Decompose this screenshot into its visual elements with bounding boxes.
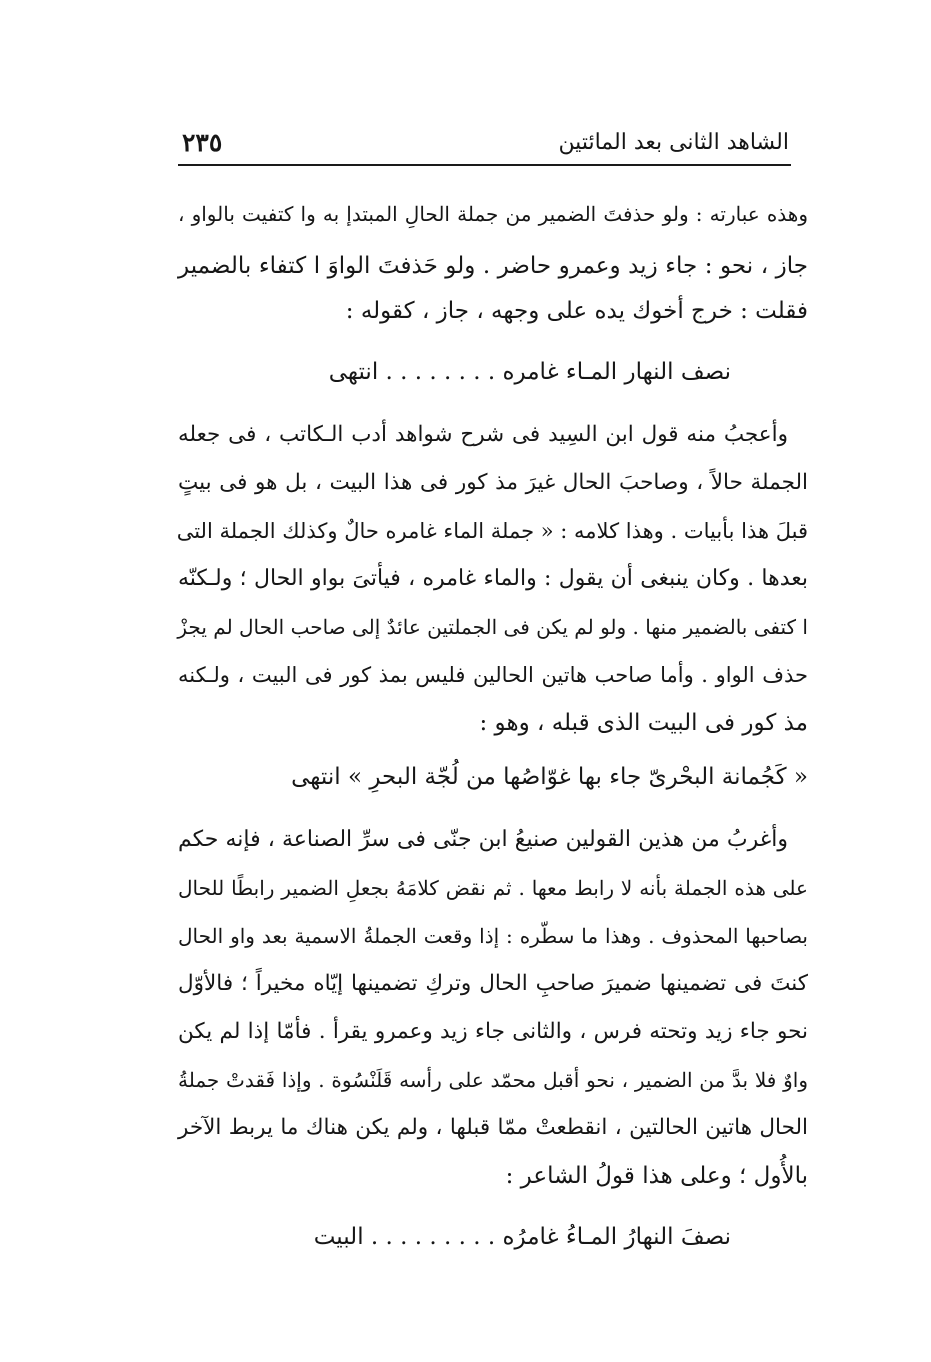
text-line: فقلت : خرج أخوك يده على وجهه ، جاز ، كقوله :: [345, 298, 808, 324]
text-line: بعدها . وكان ينبغى أن يقول : والماء غامره ، فيأتىَ بواو الحال ؛ ولـكنّه: [178, 566, 808, 591]
verse-quote: نصفَ النهارُ المـاءُ غامرُه . . . . . . . . . البيت: [313, 1224, 731, 1250]
text-line: واوٌ فلا بدَّ من الضمير ، نحو أقبل محمّد على رأسه قَلَنْسُوة . وإذا فَقدتْ جملةُ: [178, 1068, 808, 1092]
text-line: نحو جاء زيد وتحته فرس ، والثانى جاء زيد وعمرو يقرأ . فأمّا إذا لم يكن: [178, 1019, 808, 1044]
text-line: بالأُول ؛ وعلى هذا قولُ الشاعر :: [505, 1163, 808, 1189]
text-line: كنتَ فى تضمينها ضميرَ صاحبِ الحال وتركِ تضمينها إيّاه مخيراً ؛ فالأوّل: [178, 971, 808, 996]
text-line: ا كتفى بالضمير منها . ولو لم يكن فى الجملتين عائدٌ إلى صاحب الحال لم يجزْ: [177, 615, 808, 639]
page-number: ٢٣٥: [182, 128, 223, 157]
running-title: الشاهد الثانى بعد المائتين: [558, 130, 789, 155]
text-line: الجملة حالاً ، وصاحبَ الحال غيرَ مذ كور فى هذا البيت ، بل هو فى بيتٍ: [178, 470, 808, 495]
text-line: جاز ، نحو : جاء زيد وعمرو حاضر . ولو حَذفتَ الواوَ ا كتفاء بالضمير: [178, 253, 808, 279]
text-line: وهذه عبارته : ولو حذفتَ الضمير من جملة الحالِ المبتدإ به وا كتفيت بالواو ،: [178, 202, 808, 226]
text-line: قبلَ هذا بأبيات . وهذا كلامه : « جملة الماء غامره حالٌ وكذلك الجملة التى: [176, 519, 808, 543]
text-line: بصاحبها المحذوف . وهذا ما سطّره : إذا وقعت الجملةُ الاسمية بعد واو الحال: [178, 924, 808, 948]
text-line: على هذه الجملة بأنه لا رابط معها . ثم نقض كلامَهُ بجعلِ الضمير رابطًا للحال: [178, 876, 808, 900]
text-line: مذ كور فى البيت الذى قبله ، وهو :: [479, 710, 808, 736]
verse-quote: « كَجُمانة البحْرىّ جاء بها غوّاصُها من لُجّة البحرِ » انتهى: [291, 764, 808, 790]
verse-quote: نصف النهار المـاء غامره . . . . . . . . انتهى: [328, 359, 731, 385]
running-header: [178, 118, 791, 166]
text-line: الحال هاتين الحالتين ، انقطعتْ ممّا قبلها ، ولم يكن هناك ما يربط الآخر: [178, 1115, 808, 1140]
text-line: وأعجبُ منه قول ابن السِيد فى شرح شواهد أدب الـكاتب ، فى جعله: [178, 422, 788, 447]
text-line: حذف الواو . وأما صاحب هاتين الحالين فليس بمذ كور فى البيت ، ولـكنه: [178, 663, 808, 687]
text-line: وأغربُ من هذين القولين صنيعُ ابن جنّى فى سرِّ الصناعة ، فإنه حكم: [178, 827, 788, 852]
